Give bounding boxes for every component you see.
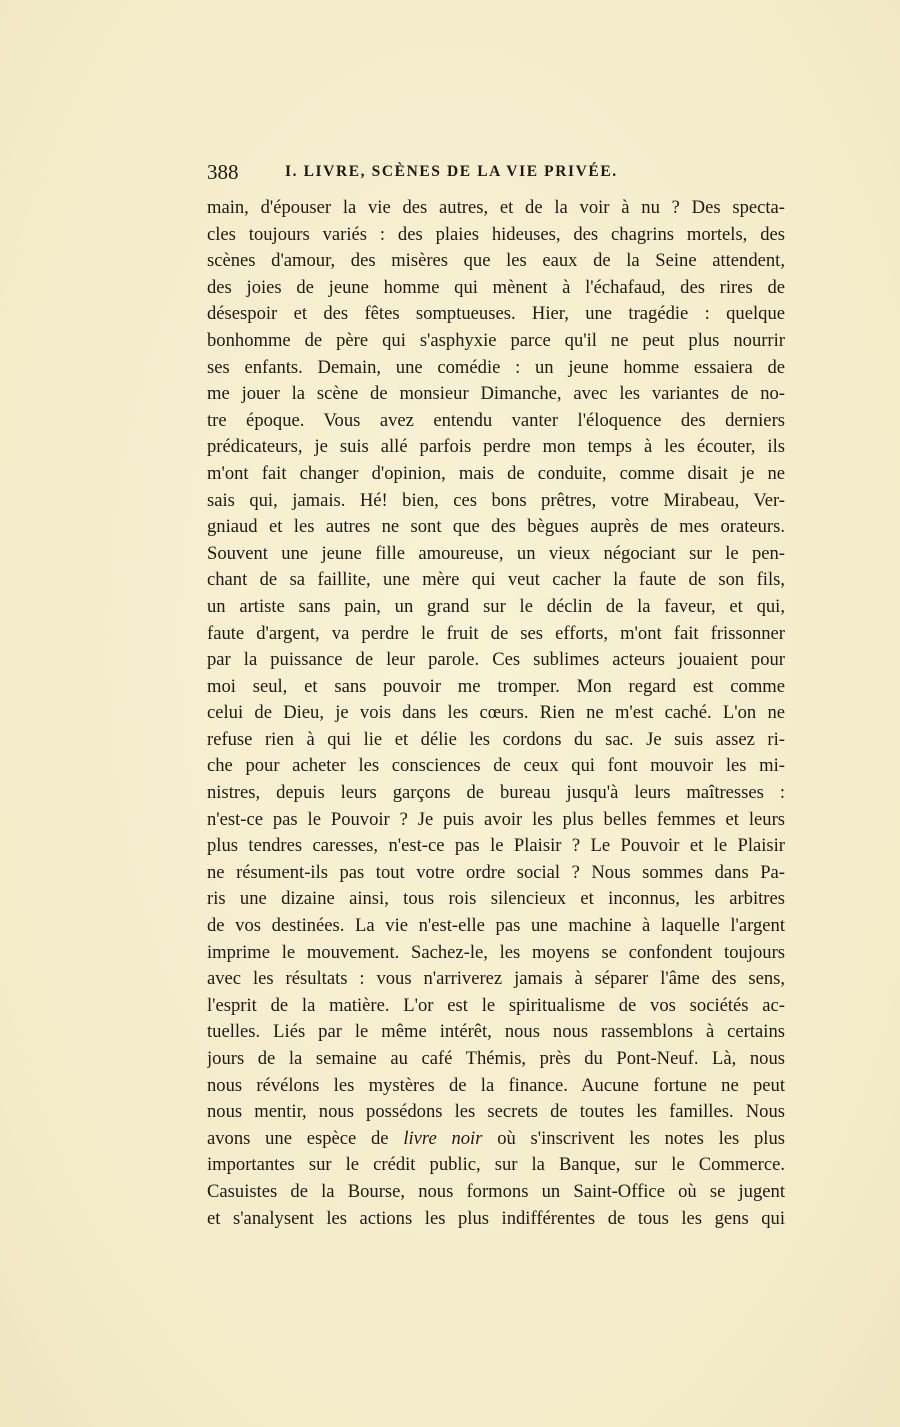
text-line: avec les résultats : vous n'arriverez jamais à séparer l'âme des sens, — [207, 968, 785, 990]
text-line: me jouer la scène de monsieur Dimanche, avec les variantes de no- — [207, 383, 785, 405]
text-line: et s'analysent les actions les plus indifférentes de tous les gens qui — [207, 1207, 785, 1229]
text-line: faute d'argent, va perdre le fruit de ses efforts, m'ont fait frissonner — [207, 622, 785, 644]
text-line: prédicateurs, je suis allé parfois perdre mon temps à les écouter, ils — [207, 436, 785, 458]
text-line: importantes sur le crédit public, sur la Banque, sur le Commerce. — [207, 1154, 785, 1176]
text-line: scènes d'amour, des misères que les eaux de la Seine attendent, — [207, 250, 785, 272]
text-line: bonhomme de père qui s'asphyxie parce qu'il ne peut plus nourrir — [207, 329, 785, 351]
text-segment: où s'inscrivent les notes les plus — [482, 1127, 785, 1149]
text-line — [207, 1126, 785, 1153]
text-line: n'est-ce pas le Pouvoir ? Je puis avoir les plus belles femmes et leurs — [207, 808, 785, 830]
text-segment: avons une espèce de — [207, 1127, 404, 1149]
text-line: un artiste sans pain, un grand sur le déclin de la faveur, et qui, — [207, 595, 785, 617]
text-line: chant de sa faillite, une mère qui veut cacher la faute de son fils, — [207, 569, 785, 591]
text-line: Casuistes de la Bourse, nous formons un Saint-Office où se jugent — [207, 1180, 785, 1202]
text-line: nistres, depuis leurs garçons de bureau jusqu'à leurs maîtresses : — [207, 782, 785, 804]
text-line: Souvent une jeune fille amoureuse, un vieux négociant sur le pen- — [207, 542, 785, 564]
text-line: nous révélons les mystères de la finance. Aucune fortune ne peut — [207, 1074, 785, 1096]
text-line: imprime le mouvement. Sachez-le, les moyens se confondent toujours — [207, 941, 785, 963]
text-line: moi seul, et sans pouvoir me tromper. Mon regard est comme — [207, 675, 785, 697]
text-line: des joies de jeune homme qui mènent à l'échafaud, des rires de — [207, 276, 785, 298]
text-line: refuse rien à qui lie et délie les cordons du sac. Je suis assez ri- — [207, 728, 785, 750]
text-line: tre époque. Vous avez entendu vanter l'éloquence des derniers — [207, 409, 785, 431]
page-number: 388 — [207, 160, 239, 184]
text-line: cles toujours variés : des plaies hideuses, des chagrins mortels, des — [207, 223, 785, 245]
text-line: tuelles. Liés par le même intérêt, nous nous rassemblons à certains — [207, 1021, 785, 1043]
text-line: gniaud et les autres ne sont que des bègues auprès de mes orateurs. — [207, 516, 785, 538]
text-line: l'esprit de la matière. L'or est le spiritualisme de vos sociétés ac- — [207, 994, 785, 1016]
body-text — [207, 195, 785, 1232]
text-line: m'ont fait changer d'opinion, mais de conduite, comme disait je ne — [207, 462, 785, 484]
text-line: ne résument-ils pas tout votre ordre social ? Nous sommes dans Pa- — [207, 861, 785, 883]
text-line: par la puissance de leur parole. Ces sublimes acteurs jouaient pour — [207, 649, 785, 671]
text-line: nous mentir, nous possédons les secrets de toutes les familles. Nous — [207, 1101, 785, 1123]
italic-term: livre noir — [403, 1127, 483, 1149]
text-line: jours de la semaine au café Thémis, près du Pont-Neuf. Là, nous — [207, 1048, 785, 1069]
text-line: ses enfants. Demain, une comédie : un jeune homme essaiera de — [207, 356, 785, 378]
text-line: celui de Dieu, je vois dans les cœurs. Rien ne m'est caché. L'on ne — [207, 702, 785, 724]
text-line: plus tendres caresses, n'est-ce pas le Plaisir ? Le Pouvoir et le Plaisir — [207, 835, 785, 857]
page-header — [207, 160, 687, 186]
text-line: main, d'épouser la vie des autres, et de la voir à nu ? Des specta- — [207, 197, 785, 218]
text-line: de vos destinées. La vie n'est-elle pas une machine à laquelle l'argent — [207, 915, 785, 937]
text-line: sais qui, jamais. Hé! bien, ces bons prêtres, votre Mirabeau, Ver- — [207, 489, 785, 511]
text-line: ris une dizaine ainsi, tous rois silencieux et inconnus, les arbitres — [207, 888, 785, 910]
text-line: désespoir et des fêtes somptueuses. Hier, une tragédie : quelque — [207, 303, 785, 325]
text-line: che pour acheter les consciences de ceux qui font mouvoir les mi- — [207, 755, 785, 777]
running-title: I. LIVRE, SCÈNES DE LA VIE PRIVÉE. — [285, 163, 618, 180]
